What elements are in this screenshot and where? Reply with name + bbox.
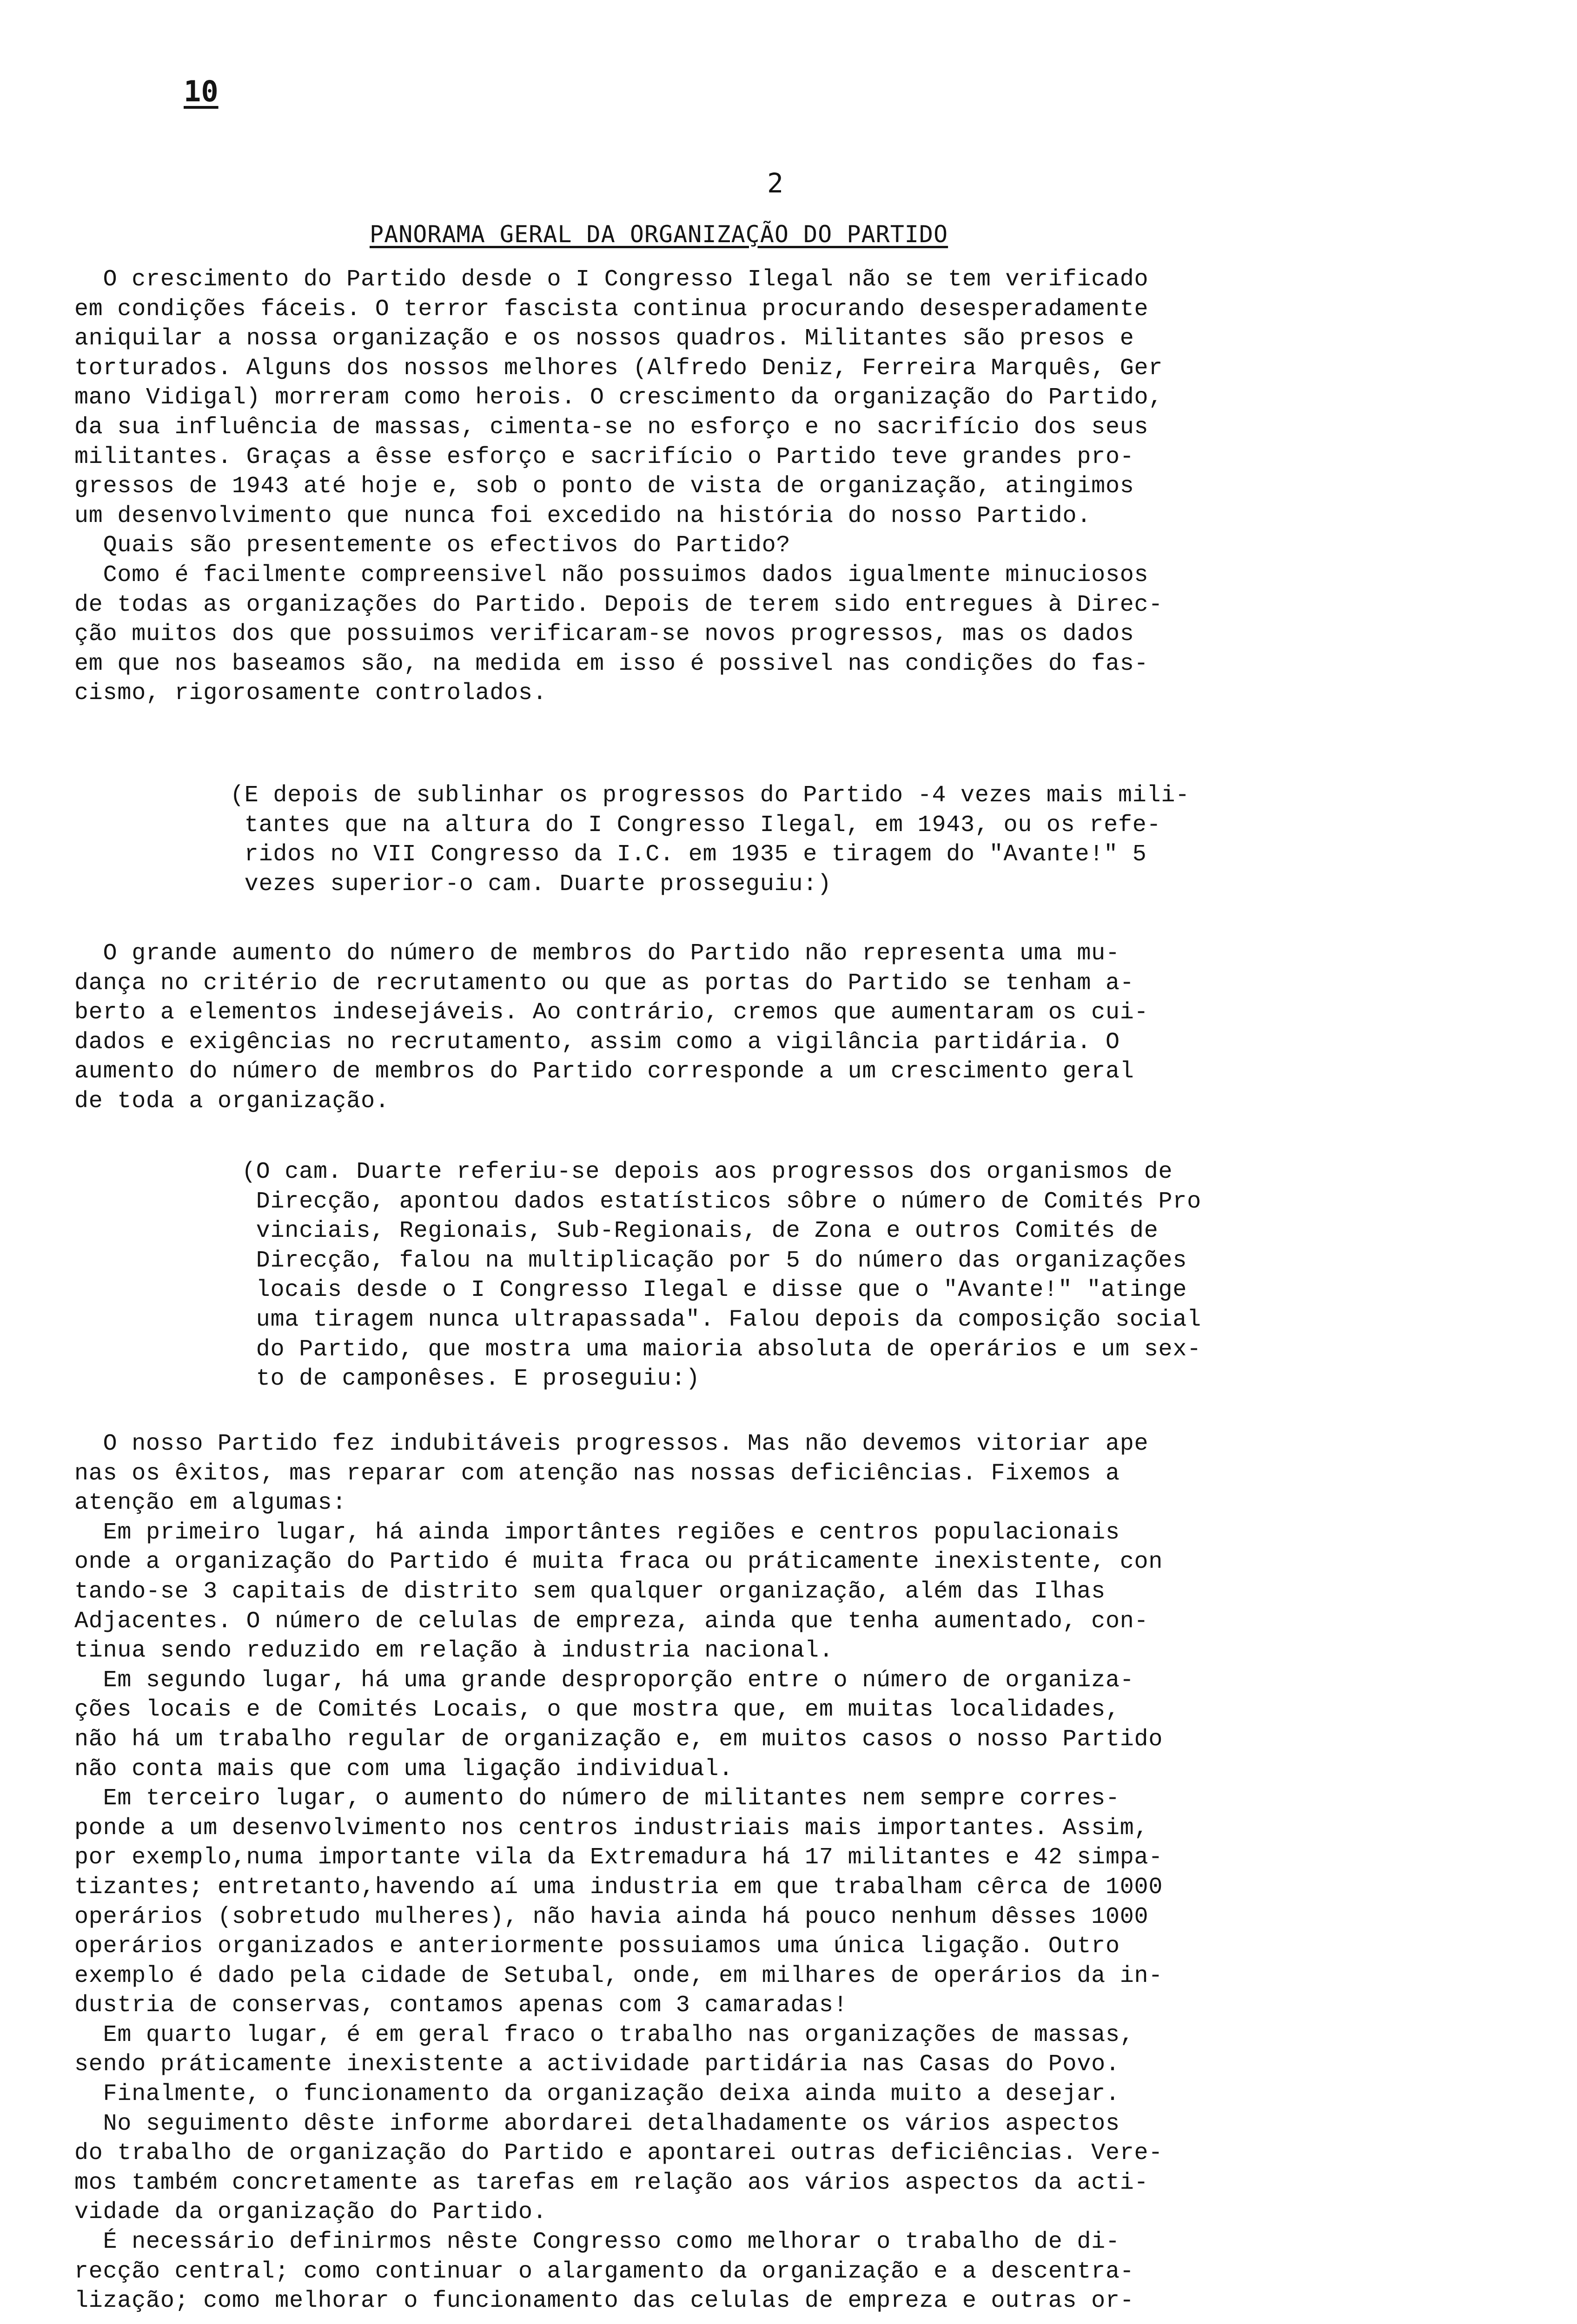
page-number: 10 [184, 74, 219, 108]
paragraph-membership-growth: O grande aumento do número de membros do Partido não representa uma mu- dança no critério de recrutamento ou que as portas do Partido se tenham a- berto a elementos indesejáveis. Ao contrário, cremos que aumentaram os cui- dados e exigências no recrutamento, assim como a vigilância partidária. O aumento do número de membros do Partido corresponde a um crescimento geral de toda a organização. [74, 940, 1149, 1115]
editorial-note-statistics: (O cam. Duarte referiu-se depois aos progressos dos organismos de Direcção, apontou dados estatísticos sôbre o número de Comités Pro vinciais, Regionais, Sub-Regionais, de Zona e outros Comités de Direcção, falou na multiplicação por 5 do número das organizações locais desde o I Congresso Ilegal e disse que o "Avante!" "atinge uma tiragem nunca ultrapassada". Falou depois da composição social do Partido, que mostra uma maioria absoluta de operários e um sex- to de camponêses. E proseguiu:) [242, 1159, 1201, 1393]
paragraph-deficiencies: O nosso Partido fez indubitáveis progressos. Mas não devemos vitoriar ape nas os êxitos, mas reparar com atenção nas nossas deficiências. Fixemos a atenção em algumas: Em primeiro lugar, há ainda importântes regiões e centros populacionais onde a organização do Partido é muita fraca ou práticamente inexistente, con tando-se 3 capitais de distrito sem qualquer organização, além das Ilhas Adjacentes. O número de celulas de empreza, ainda que tenha aumentado, con- tinua sendo reduzido em relação à industria nacional. Em segundo lugar, há uma grande desproporção entre o número de organiza- ções locais e de Comités Locais, o que mostra que, em muitas localidades, não há um trabalho regular de organização e, em muitos casos o nosso Partido não conta mais que com uma ligação individual. Em terceiro lugar, o aumento do número de militantes nem sempre corres- ponde a um desenvolvimento nos centros industriais mais importantes. Assim, por exemplo,numa importante vila da Extremadura há 17 militantes e 42 simpa- tizantes; entretanto,havendo aí uma industria em que trabalham cêrca de 1000 operários (sobretudo mulheres), não havia ainda há pouco nenhum dêsses 1000 operários organizados e anteriormente possuiamos uma única ligação. Outro exemplo é dado pela cidade de Setubal, onde, em milhares de operários da in- dustria de conservas, contamos apenas com 3 camaradas! Em quarto lugar, é em geral fraco o trabalho nas organizações de massas, sendo práticamente inexistente a actividade partidária nas Casas do Povo. Finalmente, o funcionamento da organização deixa ainda muito a desejar. No seguimento dêste informe abordarei detalhadamente os vários aspectos do trabalho de organização do Partido e apontarei outras deficiências. Vere- mos também concretamente as tarefas em relação aos vários aspectos da acti- vidade da organização do Partido. É necessário definirmos nêste Congresso como melhorar o trabalho de di- recção central; como continuar o alargamento da organização e a descentra- lização; como melhorar o funcionamento das celulas de empreza e outras or- [74, 1431, 1163, 2315]
section-number: 2 [767, 167, 783, 199]
paragraph-opening: O crescimento do Partido desde o I Congresso Ilegal não se tem verificado em condições fáceis. O terror fascista continua procurando desesperadamente aniquilar a nossa organização e os nossos quadros. Militantes são presos e torturados. Alguns dos nossos melhores (Alfredo Deniz, Ferreira Marquês, Ger mano Vidigal) morreram como herois. O crescimento da organização do Partido, da sua influência de massas, cimenta-se no esforço e no sacrifício dos seus militantes. Graças a êsse esforço e sacrifício o Partido teve grandes pro- gressos de 1943 até hoje e, sob o ponto de vista de organização, atingimos um desenvolvimento que nunca foi excedido na história do nosso Partido. Quais são presentemente os efectivos do Partido? Como é facilmente compreensivel não possuimos dados igualmente minuciosos de todas as organizações do Partido. Depois de terem sido entregues à Direc- ção muitos dos que possuimos verificaram-se novos progressos, mas os dados em que nos baseamos são, na medida em isso é possivel nas condições do fas- cismo, rigorosamente controlados. [74, 266, 1163, 707]
section-title: PANORAMA GERAL DA ORGANIZAÇÃO DO PARTIDO [370, 221, 948, 248]
editorial-note-progress: (E depois de sublinhar os progressos do Partido -4 vezes mais mili- tantes que na altura do I Congresso Ilegal, em 1943, ou os refe- ridos no VII Congresso da I.C. em 1935 e tiragem do "Avante!" 5 vezes superior-o cam. Duarte prosseguiu:) [230, 782, 1190, 898]
